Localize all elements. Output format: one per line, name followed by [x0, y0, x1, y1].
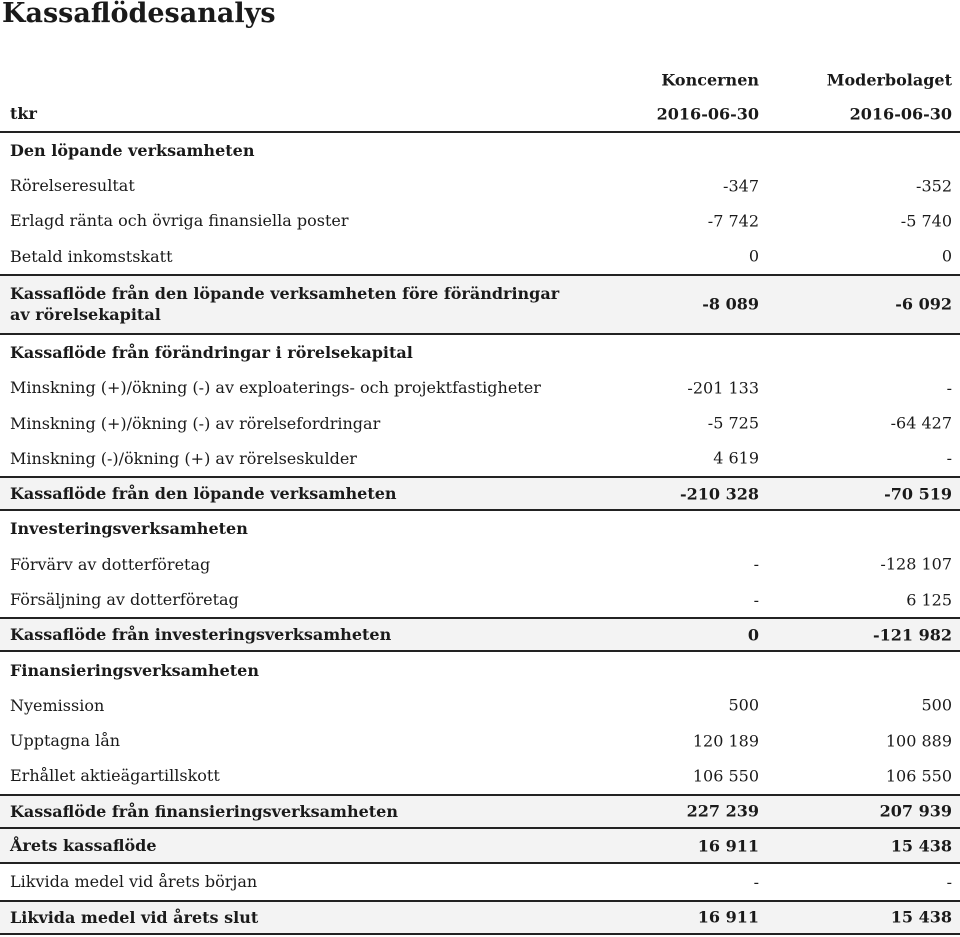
value-koncernen: -210 328: [679, 484, 759, 504]
value-koncernen: 227 239: [686, 801, 759, 821]
row-label: Kassaflöde från den löpande verksamheten före förändringar av rörelsekapital: [10, 284, 560, 325]
value-koncernen: 120 189: [692, 731, 759, 751]
value-moderbolaget: 0: [941, 246, 952, 266]
row-label: Förvärv av dotterföretag: [10, 554, 211, 574]
value-moderbolaget: 100 889: [885, 731, 952, 751]
row-label: Erlagd ränta och övriga finansiella poster: [10, 211, 349, 231]
table-row: [0, 723, 960, 758]
row-label: Investeringsverksamheten: [10, 519, 248, 539]
table-row: [0, 864, 960, 899]
row-label: Upptagna lån: [10, 731, 121, 751]
table-row: [0, 405, 960, 440]
row-label: Likvida medel vid årets början: [10, 872, 258, 892]
section-heading-lopande: [0, 133, 960, 168]
value-moderbolaget: -121 982: [872, 625, 952, 645]
value-koncernen: -: [753, 554, 759, 574]
value-moderbolaget: 106 550: [885, 766, 952, 786]
row-label: Nyemission: [10, 695, 105, 715]
value-koncernen: 500: [728, 695, 759, 715]
subtotal-row: [0, 476, 960, 511]
value-moderbolaget: -6 092: [895, 294, 952, 314]
value-moderbolaget: -5 740: [900, 211, 952, 231]
value-koncernen: -: [753, 590, 759, 609]
row-label: Kassaflöde från finansieringsverksamheten: [10, 801, 398, 821]
value-moderbolaget: 15 438: [890, 836, 952, 856]
value-moderbolaget: 15 438: [890, 907, 952, 927]
value-koncernen: 106 550: [692, 766, 759, 786]
table-row: [0, 547, 960, 582]
row-label: Den löpande verksamheten: [10, 140, 255, 160]
row-label: Rörelseresultat: [10, 176, 135, 196]
subtotal-row: [0, 274, 960, 335]
section-heading-finansiering: [0, 652, 960, 687]
value-moderbolaget: -: [946, 872, 952, 892]
table-row: [0, 370, 960, 405]
table-row: [0, 688, 960, 723]
value-koncernen: -7 742: [707, 211, 759, 231]
table-row: [0, 238, 960, 273]
value-koncernen: -5 725: [707, 413, 759, 433]
subtotal-row: [0, 617, 960, 652]
value-koncernen: 16 911: [697, 907, 759, 927]
table-row: [0, 758, 960, 793]
value-koncernen: -201 133: [687, 378, 759, 398]
subtotal-row: [0, 794, 960, 829]
row-label: Kassaflöde från den löpande verksamheten: [10, 484, 397, 504]
section-heading-investering: [0, 511, 960, 546]
row-label: Erhållet aktieägartillskott: [10, 766, 220, 786]
value-moderbolaget: -64 427: [890, 413, 952, 433]
value-moderbolaget: -352: [916, 176, 952, 196]
table-row: [0, 168, 960, 203]
date-moderbolaget: 2016-06-30: [849, 104, 952, 124]
value-moderbolaget: -: [946, 448, 952, 468]
page-title: Kassaflödesanalys: [2, 0, 276, 29]
value-koncernen: 4 619: [713, 448, 759, 468]
table-row: [0, 203, 960, 238]
value-koncernen: -8 089: [702, 294, 759, 314]
total-row: [0, 829, 960, 864]
value-moderbolaget: 6 125: [906, 590, 952, 609]
section-heading-rorelsekapital: [0, 335, 960, 370]
row-label: Försäljning av dotterföretag: [10, 590, 239, 609]
column-header-moderbolaget: Moderbolaget: [826, 70, 952, 90]
value-moderbolaget: 500: [921, 695, 952, 715]
value-koncernen: 0: [748, 246, 759, 266]
value-moderbolaget: 207 939: [879, 801, 952, 821]
unit-date-row: [0, 97, 960, 132]
date-koncernen: 2016-06-30: [656, 104, 759, 124]
value-koncernen: 0: [747, 625, 759, 645]
row-label: Kassaflöde från investeringsverksamheten: [10, 625, 392, 645]
column-header-koncernen: Koncernen: [661, 70, 759, 90]
value-koncernen: 16 911: [697, 836, 759, 856]
total-row: [0, 900, 960, 935]
value-moderbolaget: -128 107: [880, 554, 952, 574]
value-moderbolaget: -: [946, 378, 952, 398]
row-label: Finansieringsverksamheten: [10, 660, 259, 680]
table-row: [0, 441, 960, 476]
cash-flow-table: [0, 62, 960, 935]
unit-label: tkr: [10, 104, 37, 124]
row-label: Likvida medel vid årets slut: [10, 907, 259, 927]
row-label: Betald inkomstskatt: [10, 246, 173, 266]
row-label: Minskning (+)/ökning (-) av exploaterings- och projektfastigheter: [10, 378, 541, 398]
table-row: [0, 582, 960, 617]
row-label: Kassaflöde från förändringar i rörelsekapital: [10, 342, 413, 362]
row-label: Minskning (+)/ökning (-) av rörelsefordringar: [10, 413, 381, 433]
row-label: Minskning (-)/ökning (+) av rörelseskulder: [10, 448, 357, 468]
value-koncernen: -: [753, 872, 759, 892]
value-koncernen: -347: [723, 176, 759, 196]
column-header-row: [0, 62, 960, 97]
value-moderbolaget: -70 519: [884, 484, 952, 504]
row-label: Årets kassaflöde: [10, 836, 157, 856]
